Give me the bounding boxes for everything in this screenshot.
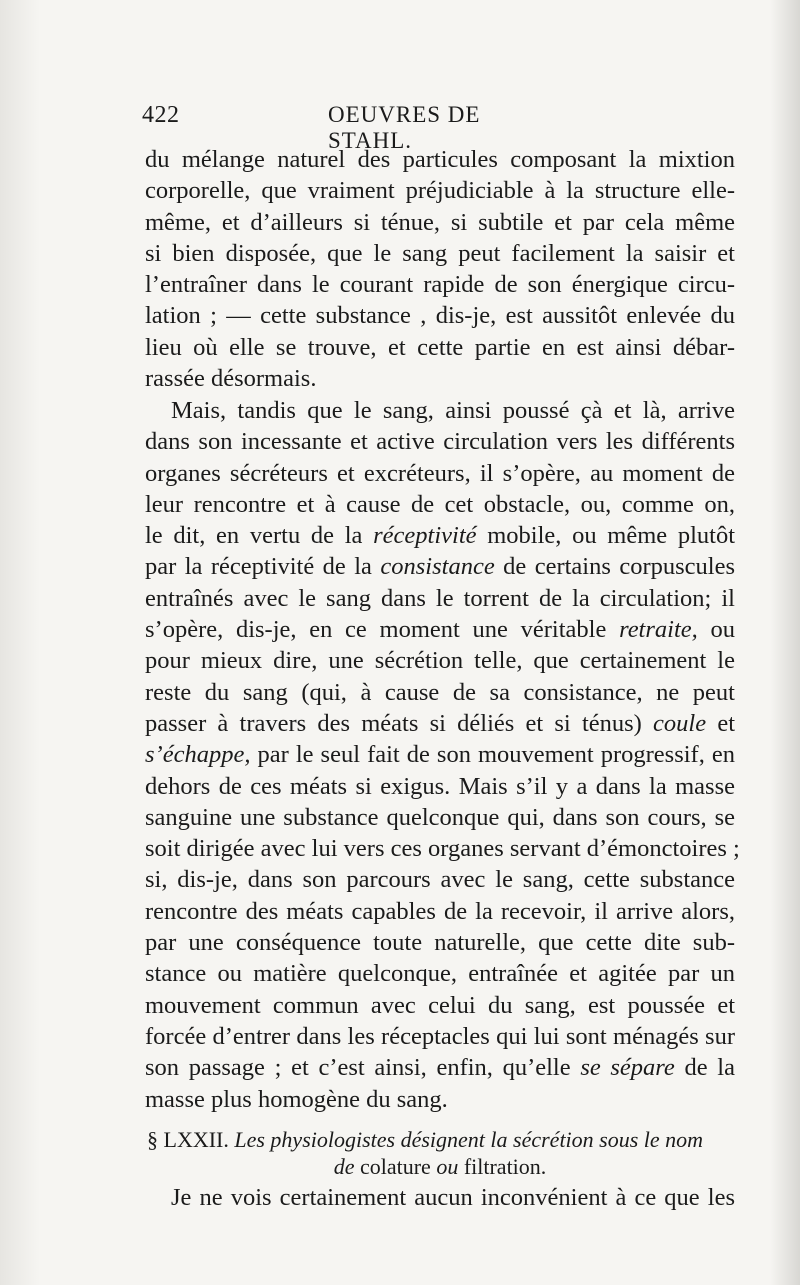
italic-term: coule [653, 709, 707, 737]
text-line: lation ; — cette substance , dis-je, est aussitôt enlevée du [145, 302, 735, 330]
text-line: du mélange naturel des particules composant la mixtion [145, 146, 735, 173]
page-edge-shadow-right [770, 0, 800, 1285]
text-run: et [706, 709, 735, 737]
page-header [142, 100, 552, 153]
text-line: reste du sang (qui, à cause de sa consistance, ne peut [145, 678, 735, 706]
text-line: masse plus homogène du sang. [145, 1085, 448, 1113]
text-run: le dit, en vertu de la [145, 522, 374, 550]
section-heading [145, 1126, 735, 1180]
section-heading-italic: ou [436, 1154, 459, 1179]
text-line: organes sécréteurs et excréteurs, il s’opère, au moment de [145, 459, 735, 487]
text-line [145, 520, 735, 551]
text-run: mobile, ou même plutôt [476, 522, 735, 550]
page-number: 422 [142, 102, 180, 128]
text-line [145, 551, 735, 582]
text-line [145, 708, 735, 739]
text-line [145, 614, 735, 645]
text-line: si bien disposée, que le sang peut facilement la saisir et [145, 239, 735, 267]
text-run: son passage ; et c’est ainsi, enfin, qu’elle [145, 1054, 581, 1082]
text-line: pour mieux dire, une sécrétion telle, que certainement le [145, 647, 735, 675]
text-line: entraînés avec le sang dans le torrent de la circulation; il [145, 584, 735, 612]
section-heading-text: filtration. [458, 1154, 547, 1179]
section-mark: § LXXII. [147, 1127, 229, 1152]
text-line: dehors de ces méats si exigus. Mais s’il y a dans la masse [145, 772, 735, 800]
section-heading-line [145, 1153, 735, 1180]
italic-term: s’échappe, [145, 741, 251, 769]
text-line: si, dis-je, dans son parcours avec le sang, cette substance [145, 866, 735, 894]
italic-term: réceptivité [373, 522, 477, 550]
paragraph-3 [145, 1182, 735, 1213]
text-line: dans son incessante et active circulation vers les différents [145, 428, 735, 456]
text-line: lieu où elle se trouve, et cette partie en est ainsi débar- [145, 333, 735, 361]
text-run: ou [697, 616, 735, 644]
text-line: sanguine une substance quelconque qui, dans son cours, se [145, 803, 735, 831]
text-line: l’entraîner dans le courant rapide de son énergique circu- [145, 271, 735, 299]
italic-term: consistance [380, 553, 495, 581]
section-heading-text: colature [354, 1154, 437, 1179]
text-line: stance ou matière quelconque, entraînée et agitée par un [145, 960, 735, 988]
text-line: rencontre des méats capables de la recevoir, il arrive alors, [145, 897, 735, 925]
text-line: forcée d’entrer dans les réceptacles qui lui sont ménagés sur [145, 1022, 735, 1050]
text-line: soit dirigée avec lui vers ces organes servant d’émonctoires ; [145, 835, 740, 863]
text-run: s’opère, dis-je, en ce moment une véritable [145, 616, 620, 644]
text-line: Mais, tandis que le sang, ainsi poussé çà et là, arrive [171, 397, 735, 424]
page-edge-shadow-left [0, 0, 40, 1285]
paragraph-1 [145, 144, 735, 394]
section-heading-italic: Les physiologistes désignent la sécrétion sous le nom [234, 1127, 704, 1152]
text-run: par le seul fait de son mouvement progressif, en [250, 741, 735, 769]
text-line: même, et d’ailleurs si ténue, si subtile et par cela même [145, 208, 735, 236]
section-heading-line [145, 1126, 735, 1153]
section-heading-italic: de [333, 1154, 355, 1179]
text-line [145, 1052, 735, 1083]
text-line: rassée désormais. [145, 365, 317, 393]
italic-term: retraite, [619, 616, 698, 644]
italic-term: se sépare [580, 1054, 675, 1082]
text-run: passer à travers des méats si déliés et si ténus) [145, 709, 654, 737]
text-line [145, 739, 735, 770]
running-title: OEUVRES DE STAHL. [328, 102, 481, 153]
text-run: de certains corpuscules [494, 553, 736, 581]
paragraph-2 [145, 395, 740, 1115]
text-run: de la [674, 1054, 735, 1082]
text-line: mouvement commun avec celui du sang, est poussée et [145, 991, 735, 1019]
text-run: par la réceptivité de la [145, 553, 381, 581]
text-line: leur rencontre et à cause de cet obstacle, ou, comme on, [145, 490, 735, 518]
text-line: par une conséquence toute naturelle, que cette dite sub- [145, 929, 735, 957]
text-line: corporelle, que vraiment préjudiciable à la structure elle- [145, 177, 735, 205]
text-line: Je ne vois certainement aucun inconvénient à ce que les [171, 1184, 735, 1211]
